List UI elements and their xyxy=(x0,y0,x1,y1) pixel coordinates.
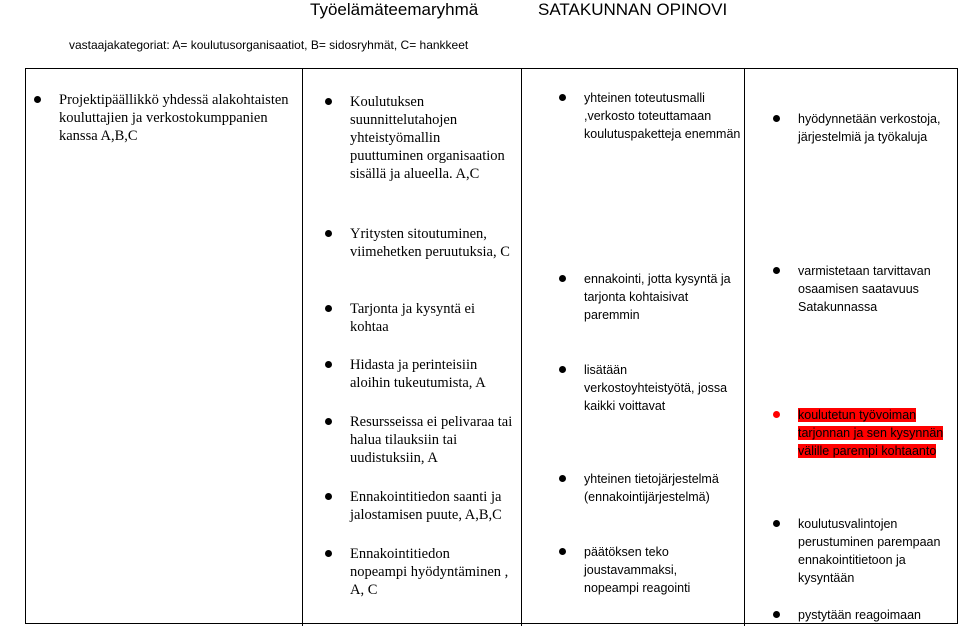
bullet-icon xyxy=(325,230,332,237)
bullet-icon xyxy=(559,366,566,373)
list-item-text: varmistetaan tarvittavan osaamisen saatavuus Satakunnassa xyxy=(798,264,931,314)
categories-legend: vastaajakategoriat: A= koulutusorganisaatiot, B= sidosryhmät, C= hankkeet xyxy=(69,38,469,52)
bullet-icon xyxy=(559,275,566,282)
list-item xyxy=(350,93,510,183)
bullet-icon xyxy=(325,550,332,557)
list-item-text: yhteinen tietojärjestelmä (ennakointijärjestelmä) xyxy=(584,472,719,504)
list-item xyxy=(350,356,515,392)
list-item-text: Projektipäällikkö yhdessä alakohtaisten kouluttajien ja verkostokumppanien kanssa A,B,C xyxy=(59,92,289,144)
list-item-text: Tarjonta ja kysyntä ei kohtaa xyxy=(350,301,476,335)
list-item-text: päätöksen teko joustavammaksi, nopeampi reagointi xyxy=(584,545,691,595)
bullet-icon xyxy=(773,520,780,527)
column-divider-2 xyxy=(521,68,522,626)
column-divider-1 xyxy=(302,68,303,626)
page-title: Työelämäteemaryhmä xyxy=(310,0,479,19)
list-item xyxy=(798,606,948,624)
list-item-text: Resursseissa ei pelivaraa tai halua tilauksiin tai uudistuksiin, A xyxy=(350,414,513,466)
bullet-icon xyxy=(773,115,780,122)
bullet-icon xyxy=(559,475,566,482)
bullet-icon xyxy=(325,305,332,312)
list-item-text: hyödynnetään verkostoja, järjestelmiä ja työkaluja xyxy=(798,112,941,144)
bullet-icon xyxy=(773,267,780,274)
list-item xyxy=(798,515,948,587)
list-item-text: Ennakointitiedon saanti ja jalostamisen puute, A,B,C xyxy=(350,489,502,523)
list-item xyxy=(350,488,520,524)
list-item-text: Ennakointitiedon nopeampi hyödyntäminen , A, C xyxy=(350,546,509,598)
bullet-icon xyxy=(559,548,566,555)
bullet-icon xyxy=(34,96,41,103)
list-item xyxy=(584,470,742,506)
list-item-text: Hidasta ja perinteisiin aloihin tukeutumista, A xyxy=(350,357,486,391)
list-item-text: Yritysten sitoutuminen, viimehetken peruutuksia, C xyxy=(350,226,510,260)
list-item xyxy=(584,543,734,597)
highlighted-list-item xyxy=(798,406,956,460)
list-item-text: koulutusvalintojen perustuminen parempaan ennakointitietoon ja kysyntään xyxy=(798,517,941,585)
list-item xyxy=(584,361,734,415)
bullet-icon xyxy=(325,361,332,368)
bullet-icon xyxy=(559,94,566,101)
list-item-text: yhteinen toteutusmalli ,verkosto toteuttamaan koulutuspaketteja enemmän xyxy=(584,91,741,141)
list-item xyxy=(584,270,740,324)
list-item xyxy=(350,225,520,261)
list-item-text: koulutetun työvoiman tarjonnan ja sen kysynnän välille parempi kohtaanto xyxy=(798,408,944,458)
bullet-icon xyxy=(325,493,332,500)
organization-title: SATAKUNNAN OPINOVI xyxy=(538,0,728,19)
list-item-text: lisätään verkostoyhteistyötä, jossa kaikki voittavat xyxy=(584,363,728,413)
list-item xyxy=(350,413,515,467)
list-item xyxy=(798,110,948,146)
list-item-text: Koulutuksen suunnittelutahojen yhteistyömallin puuttuminen organisaation sisällä ja alueella. A,C xyxy=(350,94,505,182)
column-divider-3 xyxy=(744,68,745,626)
list-item xyxy=(350,545,510,599)
bullet-icon xyxy=(773,411,780,418)
list-item xyxy=(798,262,956,316)
bullet-icon xyxy=(325,418,332,425)
bullet-icon xyxy=(773,611,780,618)
bullet-icon xyxy=(325,98,332,105)
list-item-text: ennakointi, jotta kysyntä ja tarjonta kohtaisivat paremmin xyxy=(584,272,731,322)
list-item xyxy=(350,300,510,336)
list-item xyxy=(59,91,295,145)
list-item-text: pystytään reagoimaan xyxy=(798,608,921,622)
list-item xyxy=(584,89,744,143)
